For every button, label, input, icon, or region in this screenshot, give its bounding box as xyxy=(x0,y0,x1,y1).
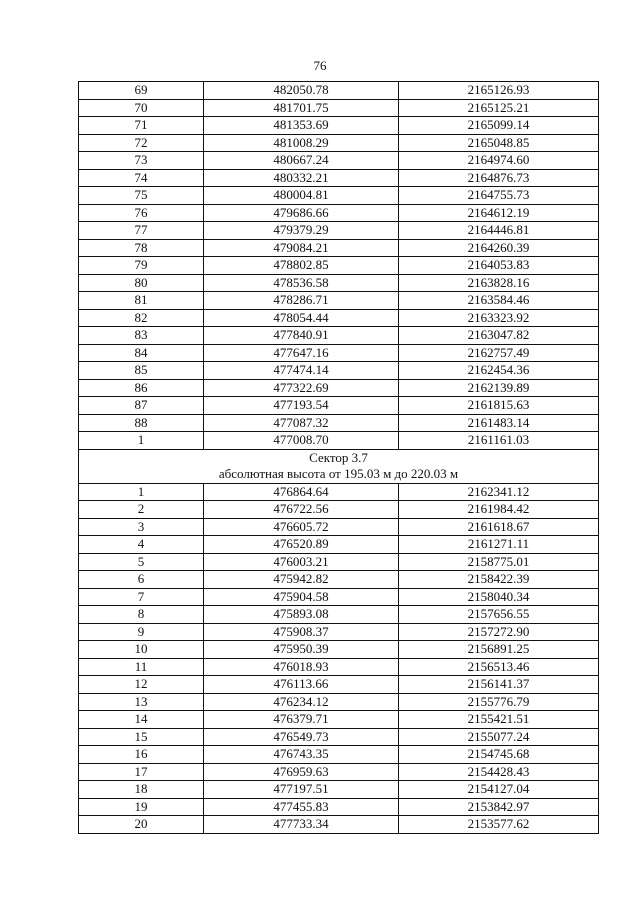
y-coordinate-cell: 2158422.39 xyxy=(399,571,599,589)
x-coordinate-cell: 477733.34 xyxy=(204,816,399,834)
x-coordinate-cell: 476722.56 xyxy=(204,501,399,519)
y-coordinate-cell: 2164755.73 xyxy=(399,187,599,205)
x-coordinate-cell: 479686.66 xyxy=(204,204,399,222)
x-coordinate-cell: 476605.72 xyxy=(204,518,399,536)
x-coordinate-cell: 477197.51 xyxy=(204,781,399,799)
y-coordinate-cell: 2163584.46 xyxy=(399,292,599,310)
x-coordinate-cell: 476549.73 xyxy=(204,728,399,746)
point-number-cell: 77 xyxy=(79,222,204,240)
point-number-cell: 16 xyxy=(79,746,204,764)
y-coordinate-cell: 2154745.68 xyxy=(399,746,599,764)
point-number-cell: 8 xyxy=(79,606,204,624)
rows-after xyxy=(79,483,599,833)
x-coordinate-cell: 475893.08 xyxy=(204,606,399,624)
point-number-cell: 75 xyxy=(79,187,204,205)
table-row xyxy=(79,432,599,450)
y-coordinate-cell: 2165125.21 xyxy=(399,99,599,117)
table-row xyxy=(79,379,599,397)
point-number-cell: 79 xyxy=(79,257,204,275)
table-row xyxy=(79,309,599,327)
point-number-cell: 78 xyxy=(79,239,204,257)
table-row xyxy=(79,746,599,764)
point-number-cell: 83 xyxy=(79,327,204,345)
y-coordinate-cell: 2153842.97 xyxy=(399,798,599,816)
y-coordinate-cell: 2165126.93 xyxy=(399,82,599,100)
table-row xyxy=(79,344,599,362)
table-row xyxy=(79,292,599,310)
x-coordinate-cell: 478802.85 xyxy=(204,257,399,275)
section-title: Сектор 3.7 xyxy=(309,449,368,465)
point-number-cell: 72 xyxy=(79,134,204,152)
x-coordinate-cell: 476959.63 xyxy=(204,763,399,781)
y-coordinate-cell: 2163047.82 xyxy=(399,327,599,345)
y-coordinate-cell: 2162757.49 xyxy=(399,344,599,362)
y-coordinate-cell: 2163323.92 xyxy=(399,309,599,327)
y-coordinate-cell: 2155077.24 xyxy=(399,728,599,746)
x-coordinate-cell: 476018.93 xyxy=(204,658,399,676)
table-row xyxy=(79,327,599,345)
x-coordinate-cell: 476379.71 xyxy=(204,711,399,729)
section-header-group xyxy=(79,449,599,483)
y-coordinate-cell: 2162341.12 xyxy=(399,483,599,501)
table-row xyxy=(79,187,599,205)
table-row xyxy=(79,553,599,571)
table-row xyxy=(79,763,599,781)
point-number-cell: 82 xyxy=(79,309,204,327)
table-row xyxy=(79,518,599,536)
section-header-cell xyxy=(79,449,599,483)
x-coordinate-cell: 475950.39 xyxy=(204,641,399,659)
point-number-cell: 86 xyxy=(79,379,204,397)
table-row xyxy=(79,623,599,641)
x-coordinate-cell: 476234.12 xyxy=(204,693,399,711)
point-number-cell: 9 xyxy=(79,623,204,641)
x-coordinate-cell: 479084.21 xyxy=(204,239,399,257)
point-number-cell: 6 xyxy=(79,571,204,589)
x-coordinate-cell: 481008.29 xyxy=(204,134,399,152)
rows-before xyxy=(79,82,599,450)
y-coordinate-cell: 2164612.19 xyxy=(399,204,599,222)
table-row xyxy=(79,362,599,380)
point-number-cell: 12 xyxy=(79,676,204,694)
y-coordinate-cell: 2156891.25 xyxy=(399,641,599,659)
y-coordinate-cell: 2164053.83 xyxy=(399,257,599,275)
y-coordinate-cell: 2155776.79 xyxy=(399,693,599,711)
point-number-cell: 1 xyxy=(79,483,204,501)
y-coordinate-cell: 2155421.51 xyxy=(399,711,599,729)
y-coordinate-cell: 2161483.14 xyxy=(399,414,599,432)
table-row xyxy=(79,816,599,834)
x-coordinate-cell: 478286.71 xyxy=(204,292,399,310)
y-coordinate-cell: 2162454.36 xyxy=(399,362,599,380)
point-number-cell: 85 xyxy=(79,362,204,380)
x-coordinate-cell: 476003.21 xyxy=(204,553,399,571)
table-row xyxy=(79,204,599,222)
table-row xyxy=(79,222,599,240)
section-header-row xyxy=(79,449,599,483)
section-subtitle: абсолютная высота от 195.03 м до 220.03 м xyxy=(218,466,459,481)
point-number-cell: 71 xyxy=(79,117,204,135)
x-coordinate-cell: 482050.78 xyxy=(204,82,399,100)
point-number-cell: 2 xyxy=(79,501,204,519)
table-row xyxy=(79,134,599,152)
y-coordinate-cell: 2156141.37 xyxy=(399,676,599,694)
x-coordinate-cell: 478536.58 xyxy=(204,274,399,292)
x-coordinate-cell: 479379.29 xyxy=(204,222,399,240)
point-number-cell: 20 xyxy=(79,816,204,834)
table-row xyxy=(79,606,599,624)
point-number-cell: 10 xyxy=(79,641,204,659)
y-coordinate-cell: 2164974.60 xyxy=(399,152,599,170)
x-coordinate-cell: 480332.21 xyxy=(204,169,399,187)
point-number-cell: 7 xyxy=(79,588,204,606)
x-coordinate-cell: 477193.54 xyxy=(204,397,399,415)
x-coordinate-cell: 476520.89 xyxy=(204,536,399,554)
y-coordinate-cell: 2158775.01 xyxy=(399,553,599,571)
y-coordinate-cell: 2161618.67 xyxy=(399,518,599,536)
table-row xyxy=(79,117,599,135)
point-number-cell: 3 xyxy=(79,518,204,536)
point-number-cell: 80 xyxy=(79,274,204,292)
y-coordinate-cell: 2164876.73 xyxy=(399,169,599,187)
y-coordinate-cell: 2161161.03 xyxy=(399,432,599,450)
x-coordinate-cell: 478054.44 xyxy=(204,309,399,327)
y-coordinate-cell: 2161271.11 xyxy=(399,536,599,554)
y-coordinate-cell: 2165099.14 xyxy=(399,117,599,135)
table-row xyxy=(79,152,599,170)
table-row xyxy=(79,239,599,257)
point-number-cell: 11 xyxy=(79,658,204,676)
point-number-cell: 76 xyxy=(79,204,204,222)
x-coordinate-cell: 477322.69 xyxy=(204,379,399,397)
x-coordinate-cell: 475942.82 xyxy=(204,571,399,589)
table-row xyxy=(79,169,599,187)
x-coordinate-cell: 476743.35 xyxy=(204,746,399,764)
point-number-cell: 5 xyxy=(79,553,204,571)
table-row xyxy=(79,257,599,275)
point-number-cell: 4 xyxy=(79,536,204,554)
point-number-cell: 84 xyxy=(79,344,204,362)
y-coordinate-cell: 2156513.46 xyxy=(399,658,599,676)
y-coordinate-cell: 2161984.42 xyxy=(399,501,599,519)
x-coordinate-cell: 475904.58 xyxy=(204,588,399,606)
y-coordinate-cell: 2158040.34 xyxy=(399,588,599,606)
table-row xyxy=(79,676,599,694)
y-coordinate-cell: 2157656.55 xyxy=(399,606,599,624)
x-coordinate-cell: 477455.83 xyxy=(204,798,399,816)
table-row xyxy=(79,501,599,519)
x-coordinate-cell: 476113.66 xyxy=(204,676,399,694)
x-coordinate-cell: 477008.70 xyxy=(204,432,399,450)
y-coordinate-cell: 2165048.85 xyxy=(399,134,599,152)
table-row xyxy=(79,99,599,117)
table-row xyxy=(79,483,599,501)
table-row xyxy=(79,588,599,606)
table-row xyxy=(79,536,599,554)
y-coordinate-cell: 2157272.90 xyxy=(399,623,599,641)
table-row xyxy=(79,658,599,676)
x-coordinate-cell: 477087.32 xyxy=(204,414,399,432)
y-coordinate-cell: 2154127.04 xyxy=(399,781,599,799)
table-row xyxy=(79,711,599,729)
table-row xyxy=(79,781,599,799)
y-coordinate-cell: 2161815.63 xyxy=(399,397,599,415)
point-number-cell: 73 xyxy=(79,152,204,170)
table-row xyxy=(79,82,599,100)
table-row xyxy=(79,728,599,746)
point-number-cell: 69 xyxy=(79,82,204,100)
point-number-cell: 87 xyxy=(79,397,204,415)
point-number-cell: 81 xyxy=(79,292,204,310)
point-number-cell: 1 xyxy=(79,432,204,450)
y-coordinate-cell: 2162139.89 xyxy=(399,379,599,397)
table-row xyxy=(79,798,599,816)
y-coordinate-cell: 2154428.43 xyxy=(399,763,599,781)
table-row xyxy=(79,641,599,659)
point-number-cell: 18 xyxy=(79,781,204,799)
x-coordinate-cell: 481353.69 xyxy=(204,117,399,135)
point-number-cell: 15 xyxy=(79,728,204,746)
point-number-cell: 70 xyxy=(79,99,204,117)
x-coordinate-cell: 480667.24 xyxy=(204,152,399,170)
x-coordinate-cell: 480004.81 xyxy=(204,187,399,205)
y-coordinate-cell: 2164446.81 xyxy=(399,222,599,240)
table-row xyxy=(79,693,599,711)
point-number-cell: 17 xyxy=(79,763,204,781)
point-number-cell: 88 xyxy=(79,414,204,432)
x-coordinate-cell: 477474.14 xyxy=(204,362,399,380)
page-number: 76 xyxy=(313,58,327,73)
point-number-cell: 74 xyxy=(79,169,204,187)
x-coordinate-cell: 477840.91 xyxy=(204,327,399,345)
x-coordinate-cell: 475908.37 xyxy=(204,623,399,641)
coordinates-table xyxy=(78,81,599,834)
point-number-cell: 13 xyxy=(79,693,204,711)
point-number-cell: 14 xyxy=(79,711,204,729)
table-row xyxy=(79,397,599,415)
table-row xyxy=(79,414,599,432)
table-row xyxy=(79,274,599,292)
y-coordinate-cell: 2153577.62 xyxy=(399,816,599,834)
y-coordinate-cell: 2164260.39 xyxy=(399,239,599,257)
y-coordinate-cell: 2163828.16 xyxy=(399,274,599,292)
x-coordinate-cell: 476864.64 xyxy=(204,483,399,501)
point-number-cell: 19 xyxy=(79,798,204,816)
x-coordinate-cell: 477647.16 xyxy=(204,344,399,362)
x-coordinate-cell: 481701.75 xyxy=(204,99,399,117)
table-row xyxy=(79,571,599,589)
